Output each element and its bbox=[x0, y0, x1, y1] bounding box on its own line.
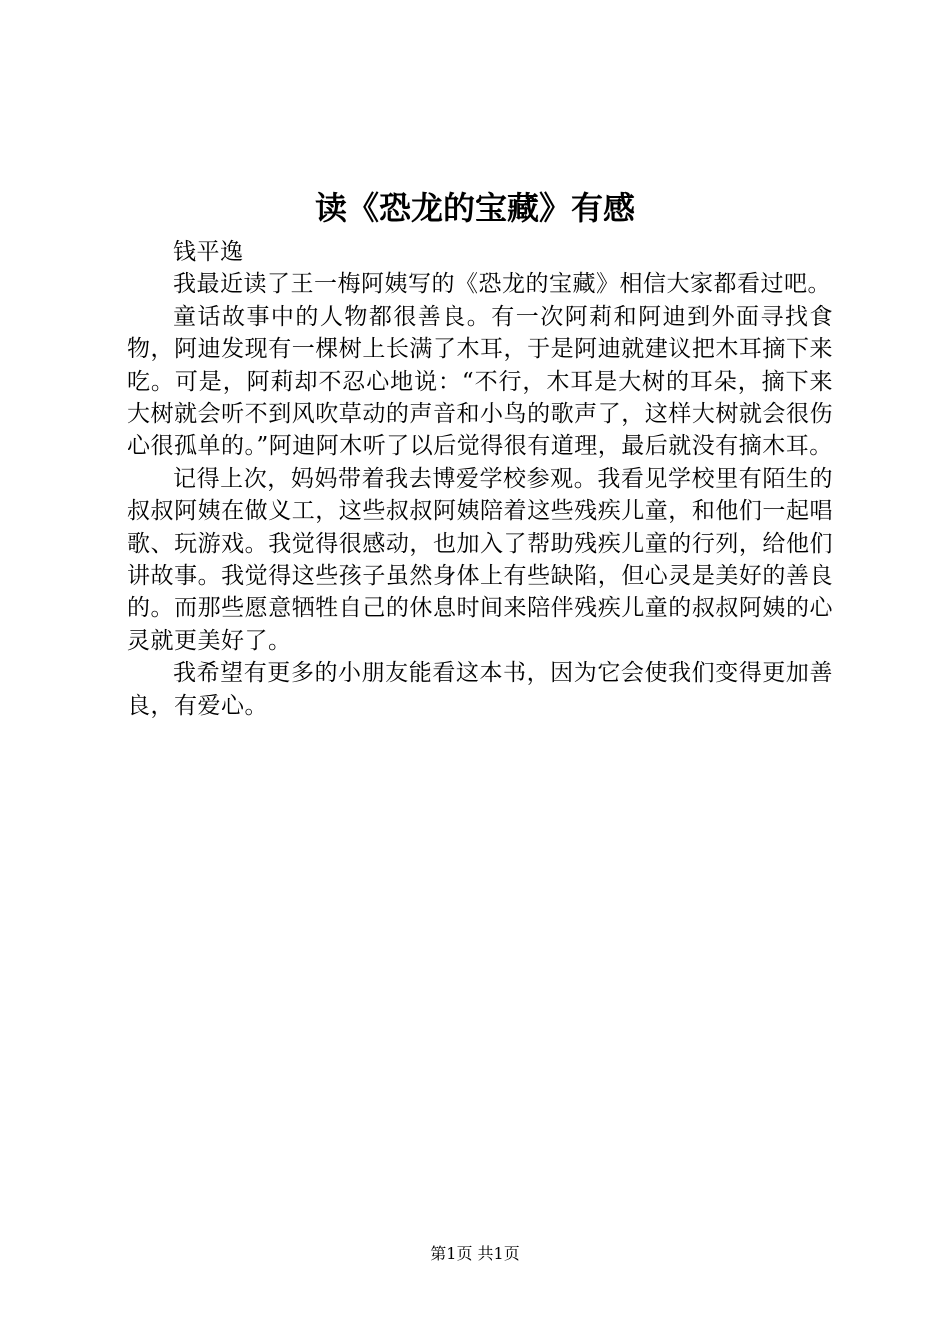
document-body bbox=[127, 236, 833, 722]
page-footer: 第1页 共1页 bbox=[430, 1244, 520, 1263]
paragraph: 童话故事中的人物都很善良。有一次阿莉和阿迪到外面寻找食物，阿迪发现有一棵树上长满了木耳，于是阿迪就建议把木耳摘下来吃。可是，阿莉却不忍心地说：“不行，木耳是大树的耳朵，摘下来大树就会听不到风吹草动的声音和小鸟的歌声了，这样大树就会很伤心很孤单的。”阿迪阿木听了以后觉得很有道理，最后就没有摘木耳。 bbox=[127, 303, 833, 460]
author-line: 钱平逸 bbox=[173, 239, 244, 265]
document-title: 读《恐龙的宝藏》有感 bbox=[314, 189, 635, 227]
paragraph: 我最近读了王一梅阿姨写的《恐龙的宝藏》相信大家都看过吧。 bbox=[173, 271, 831, 298]
paragraph: 记得上次，妈妈带着我去博爱学校参观。我看见学校里有陌生的叔叔阿姨在做义工，这些叔叔阿姨陪着这些残疾儿童，和他们一起唱歌、玩游戏。我觉得很感动，也加入了帮助残疾儿童的行列，给他们讲故事。我觉得这些孩子虽然身体上有些缺陷，但心灵是美好的善良的。而那些愿意牺牲自己的休息时间来陪伴残疾儿童的叔叔阿姨的心灵就更美好了。 bbox=[127, 465, 833, 654]
paragraph: 我希望有更多的小朋友能看这本书，因为它会使我们变得更加善良，有爱心。 bbox=[127, 660, 833, 719]
